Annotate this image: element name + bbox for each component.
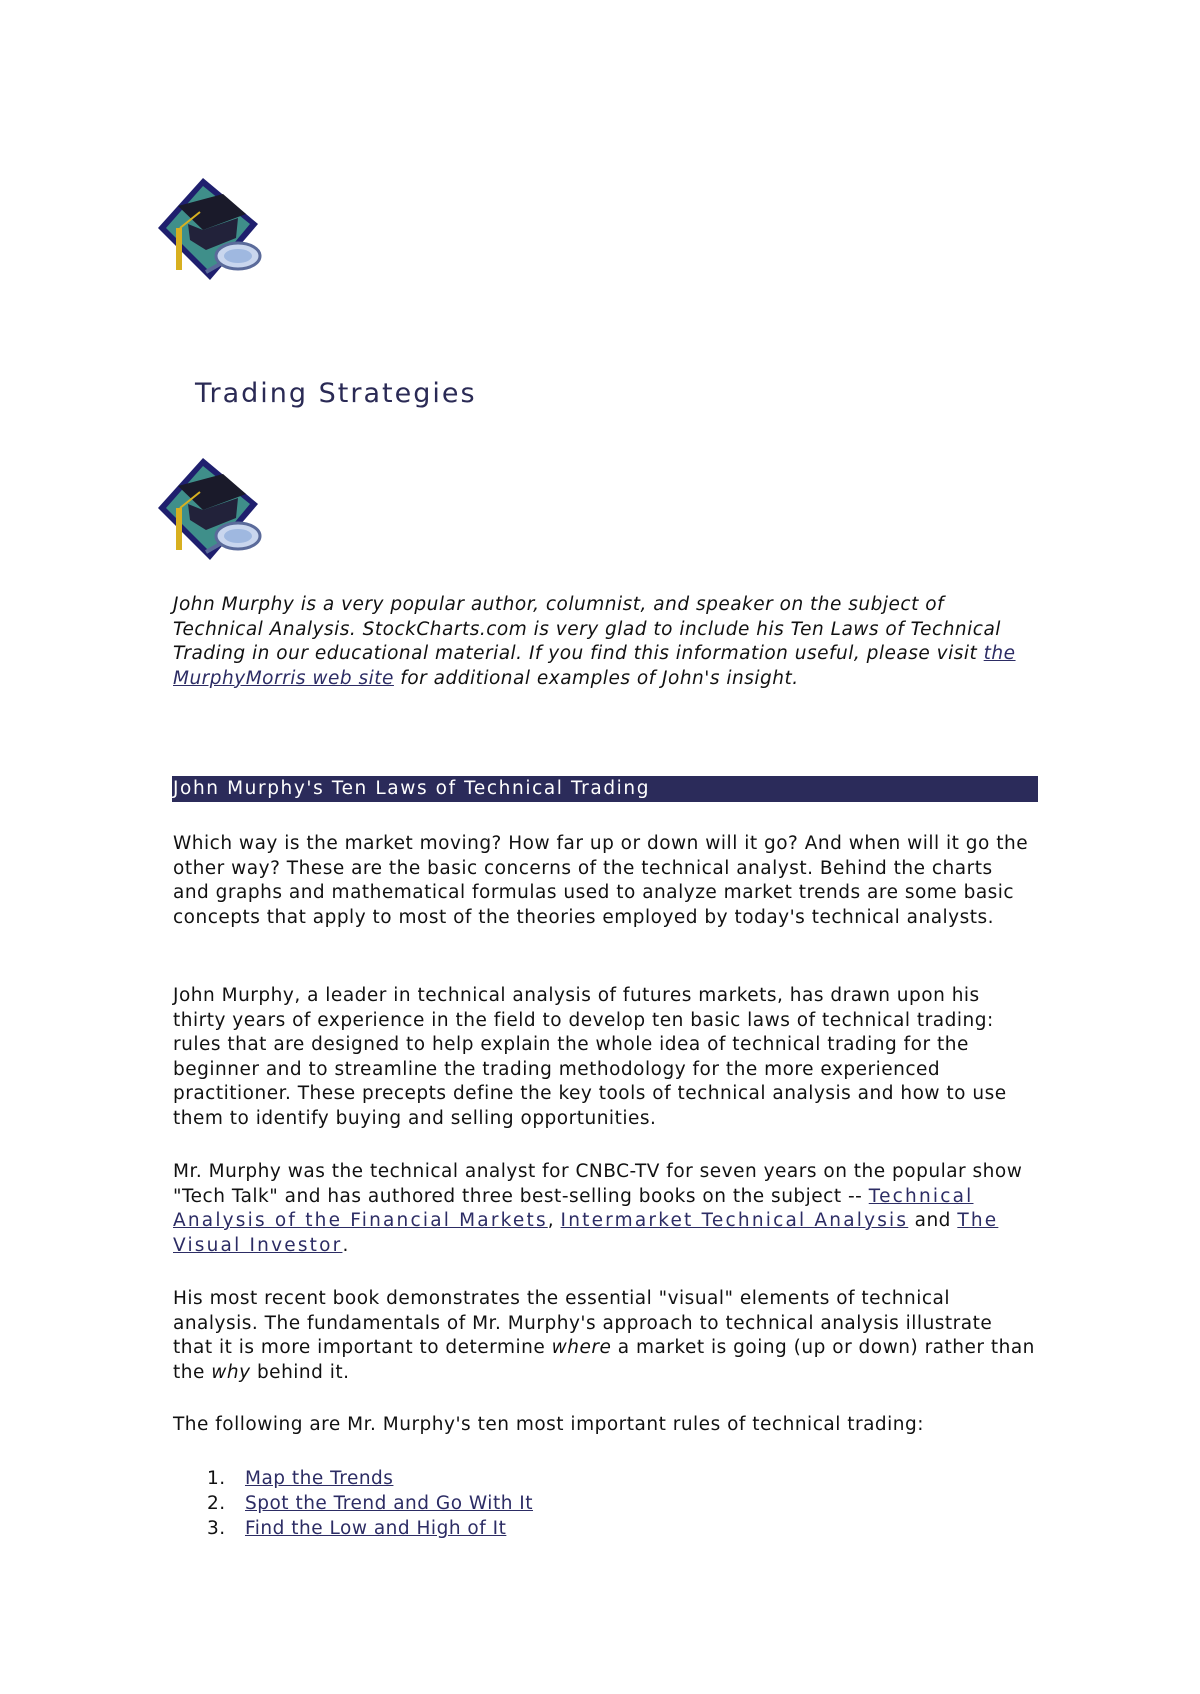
intro-paragraph (173, 593, 1035, 691)
paragraph-ten-laws: John Murphy, a leader in technical analysis of futures markets, has drawn upon his thirty years of experience in the field to develop ten basic laws of technical trading: rules that are designed to help explain the whole idea of technical trading for the beginner and to streamline the trading methodology for the more experienced practitioner. These precepts define the key tools of technical analysis and how to use them to identify buying and selling opportunities. (173, 985, 1007, 1129)
books-separator: , (547, 1210, 561, 1231)
books-end: . (342, 1234, 349, 1256)
list-item (173, 1491, 1035, 1516)
recent-book-text-middle: a market is going (up or down) rather than the (173, 1337, 1035, 1383)
paragraph-basic-concerns: Which way is the market moving? How far up or down will it go? And when will it go the other way? These are the basic concerns of the technical analyst. Behind the charts and graphs and mathematical formulas used to analyze market trends are some basic concepts that apply to most of the theories employed by today's technical analysts. (173, 833, 1029, 928)
emphasis-why: why (211, 1361, 251, 1383)
books-separator: and (908, 1210, 958, 1231)
list-number: 3. (207, 1518, 226, 1539)
paragraph-books (173, 1160, 1035, 1258)
books-intro-text: Mr. Murphy was the technical analyst for CNBC-TV for seven years on the popular show "Tech Talk" and has authored three best-selling books on the subject -- (173, 1161, 1023, 1207)
intro-text-before: John Murphy is a very popular author, columnist, and speaker on the subject of Technical Analysis. StockCharts.com is very glad to include his Ten Laws of Technical Trading in our educational material. If you find this information useful, please visit (173, 594, 1001, 664)
rule-link-low-high[interactable]: Find the Low and High of It (245, 1518, 507, 1539)
rules-list (173, 1466, 1035, 1541)
recent-book-text-end: behind it. (250, 1361, 350, 1383)
list-number: 1. (207, 1468, 226, 1489)
rule-link-spot-trend[interactable]: Spot the Trend and Go With It (245, 1493, 534, 1514)
paragraph-rules-intro: The following are Mr. Murphy's ten most important rules of technical trading: (173, 1414, 925, 1435)
murphymorris-link[interactable]: the MurphyMorris web site (173, 643, 1016, 689)
emphasis-where: where (551, 1337, 612, 1358)
graduation-cap-magnifier-icon (158, 176, 268, 284)
book-link-intermarket[interactable]: Intermarket Technical Analysis (560, 1210, 909, 1231)
rule-link-map-trends[interactable]: Map the Trends (245, 1468, 394, 1489)
intro-text-after: for additional examples of John's insight. (393, 667, 799, 689)
section-heading: John Murphy's Ten Laws of Technical Trading (172, 776, 1038, 802)
recent-book-text: His most recent book demonstrates the essential "visual" elements of technical analysis. The fundamentals of Mr. Murphy's approach to technical analysis illustrate that it is more important to determine (173, 1288, 993, 1358)
book-link-technical-analysis[interactable]: Technical Analysis of the Financial Markets (173, 1185, 974, 1231)
logo-top (158, 176, 268, 284)
list-item (173, 1466, 1035, 1491)
book-link-visual-investor[interactable]: The Visual Investor (173, 1210, 999, 1256)
page-title: Trading Strategies (195, 378, 477, 410)
graduation-cap-magnifier-icon (158, 456, 268, 564)
list-item (173, 1516, 1035, 1541)
list-number: 2. (207, 1493, 226, 1514)
paragraph-recent-book (173, 1287, 1035, 1385)
logo-second (158, 456, 268, 564)
